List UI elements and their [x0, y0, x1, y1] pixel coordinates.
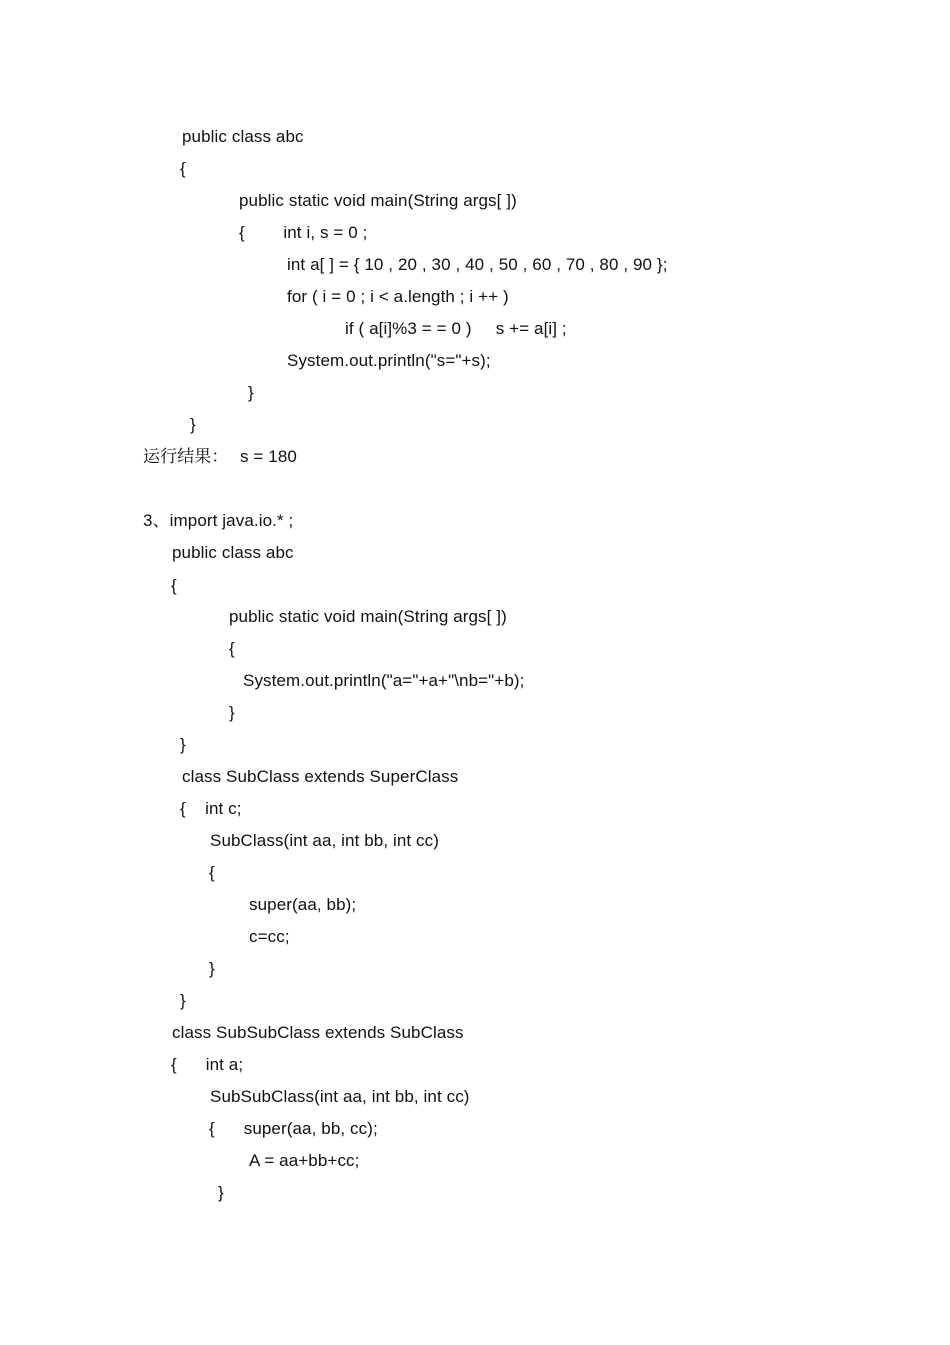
code-line: for ( i = 0 ; i < a.length ; i ++ ): [287, 287, 509, 306]
question-number-line: 3、import java.io.* ;: [143, 511, 294, 530]
code-line: { int c;: [180, 799, 242, 818]
code-line: }: [218, 1183, 224, 1202]
code-line: {: [209, 863, 215, 882]
code-line: }: [229, 703, 235, 722]
result-value: s = 180: [240, 447, 297, 466]
code-line: class SubClass extends SuperClass: [182, 767, 459, 786]
code-line: {: [229, 639, 235, 658]
code-line: System.out.println("s="+s);: [287, 351, 491, 370]
code-line: }: [180, 991, 186, 1010]
code-line: public class abc: [172, 543, 294, 562]
code-line: SubSubClass(int aa, int bb, int cc): [210, 1087, 470, 1106]
code-line: System.out.println("a="+a+"\nb="+b);: [243, 671, 525, 690]
code-line: {: [171, 576, 177, 595]
code-line: {: [180, 159, 186, 178]
code-line: public static void main(String args[ ]): [239, 191, 517, 210]
code-line: c=cc;: [249, 927, 290, 946]
code-line: public class abc: [182, 127, 304, 146]
code-line: super(aa, bb);: [249, 895, 357, 914]
code-line: int a[ ] = { 10 , 20 , 30 , 40 , 50 , 60 , 70 , 80 , 90 };: [287, 255, 668, 274]
code-line: }: [180, 735, 186, 754]
code-line: A = aa+bb+cc;: [249, 1151, 360, 1170]
code-line: }: [248, 383, 254, 402]
code-line: { int a;: [171, 1055, 244, 1074]
code-line: }: [209, 959, 215, 978]
code-line: public static void main(String args[ ]): [229, 607, 507, 626]
result-label: 运行结果：: [143, 447, 229, 466]
code-line: }: [190, 415, 196, 434]
code-line: class SubSubClass extends SubClass: [172, 1023, 464, 1042]
code-line: if ( a[i]%3 = = 0 ) s += a[i] ;: [345, 319, 567, 338]
code-line: { int i, s = 0 ;: [239, 223, 368, 242]
code-line: SubClass(int aa, int bb, int cc): [210, 831, 440, 850]
code-line: { super(aa, bb, cc);: [209, 1119, 378, 1138]
